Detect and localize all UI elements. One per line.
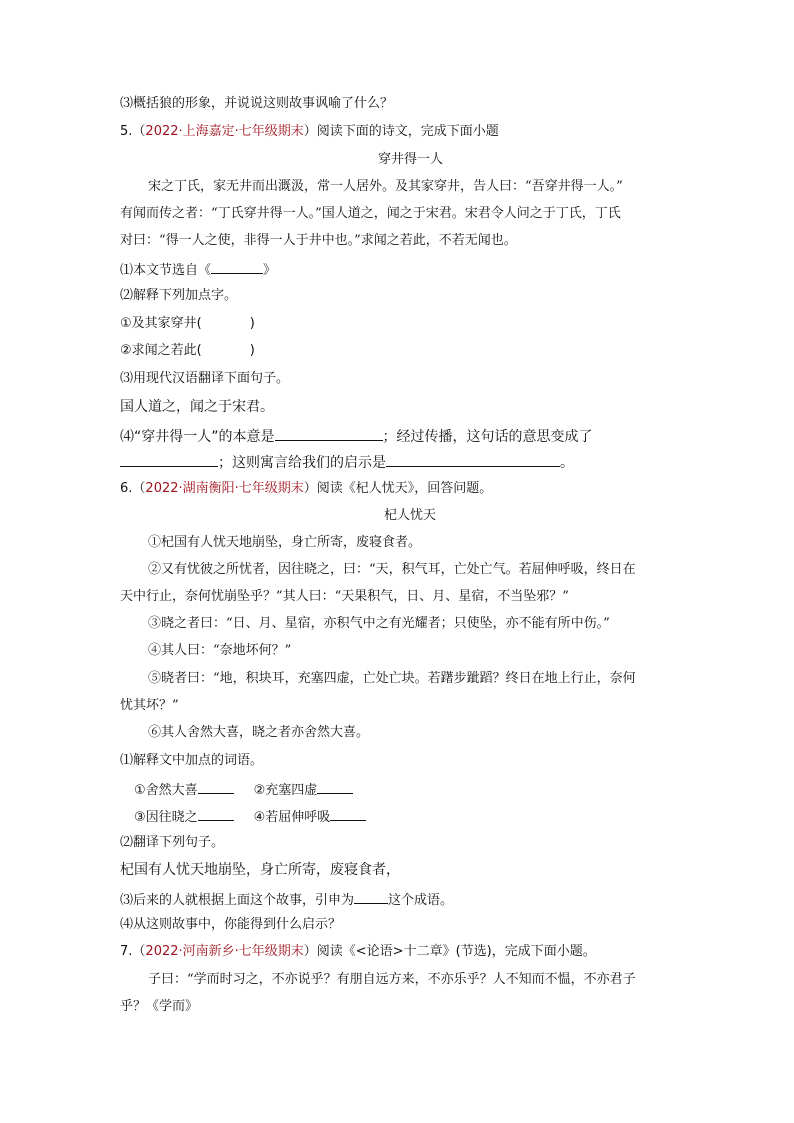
q6-open-paren: （ — [132, 481, 146, 496]
q6-q3-blank[interactable] — [354, 889, 388, 904]
q4-item-3: ⑶概括狼的形象，并说说这则故事讽喻了什么？ — [120, 96, 394, 111]
q6-instruction: ）阅读《杞人忧天》，回答问题。 — [303, 481, 493, 496]
q5-q1-blank[interactable] — [211, 259, 263, 274]
q7-instruction: ）阅读《<论语>十二章》(节选)，完成下面小题。 — [303, 944, 596, 959]
q6-title: 杞人忧天 — [384, 508, 437, 523]
q5-q4-end: 。 — [560, 455, 574, 471]
q6-q3-suffix: 这个成语。 — [388, 893, 454, 908]
q5-q4-line-1 — [120, 426, 593, 446]
q5-q2-a-close: ) — [249, 316, 255, 331]
q5-q4-blank-1[interactable] — [275, 426, 383, 441]
q6-q2: ⑵翻译下列句子。 — [120, 835, 225, 850]
q5-q4-line-2 — [120, 452, 574, 472]
q6-passage-line-7: 忧其坏？” — [120, 698, 179, 713]
q6-q1-row-2 — [134, 806, 366, 827]
q6-q1-a-blank[interactable] — [198, 779, 234, 794]
q7-header — [120, 943, 596, 961]
q6-passage-line-3: 天中行止，奈何忧崩坠乎？”其人曰：“天果积气，日、月、星宿，不当坠邪？” — [120, 589, 569, 604]
q5-header — [120, 123, 499, 141]
q6-q3-prefix: ⑶后来的人就根据上面这个故事，引申为 — [120, 893, 355, 908]
q6-q1-b: ②充塞四虚 — [253, 783, 318, 798]
q7-open-paren: （ — [132, 944, 146, 959]
q5-q2-b — [120, 342, 255, 360]
q6-q1-row-1 — [134, 779, 353, 800]
q6-q1-a: ①舍然大喜 — [134, 783, 198, 798]
q5-q1-suffix: 》 — [263, 263, 277, 278]
q6-q1-c-blank[interactable] — [198, 806, 234, 821]
q5-title: 穿井得一人 — [378, 152, 444, 167]
q6-passage-line-5: ④其人曰：“奈地坏何？” — [148, 643, 292, 658]
q6-number: 6. — [120, 481, 133, 496]
q7-number: 7. — [120, 944, 133, 959]
q7-passage-line-2: 乎？《学而》 — [120, 999, 199, 1014]
q6-passage-line-1: ①杞国有人忧天地崩坠，身亡所寄，废寝食者。 — [148, 535, 422, 550]
q6-q1-d: ④若屈伸呼吸 — [253, 810, 331, 825]
q5-passage-line-2: 有闻而传之者：“丁氏穿井得一人。”国人道之，闻之于宋君。宋君令人问之于丁氏，丁氏 — [120, 206, 621, 221]
q5-q4-part3: ；这则寓言给我们的启示是 — [218, 455, 386, 471]
q5-q2-b-text: ②求闻之若此( — [120, 343, 202, 358]
q5-open-paren: （ — [132, 124, 146, 139]
q6-q4: ⑷从这则故事中，你能得到什么启示？ — [120, 917, 342, 932]
q5-q3-sentence: 国人道之，闻之于宋君。 — [120, 399, 274, 415]
q6-passage-line-6: ⑤晓者曰：“地，积块耳，充塞四虚，亡处亡块。若躇步跐蹈？终日在地上行止，奈何 — [148, 671, 636, 686]
q5-q3: ⑶用现代汉语翻译下面句子。 — [120, 371, 290, 386]
q6-q2-sentence: 杞国有人忧天地崩坠，身亡所寄，废寝食者， — [120, 862, 400, 878]
q5-q1-prefix: ⑴本文节选自《 — [120, 263, 212, 278]
q5-source-link[interactable]: 2022·上海嘉定·七年级期末 — [145, 124, 304, 139]
q5-q2: ⑵解释下列加点字。 — [120, 288, 238, 303]
q5-q1 — [120, 259, 276, 280]
q6-q1: ⑴解释文中加点的词语。 — [120, 753, 264, 768]
q6-passage-line-4: ③晓之者曰：“日、月、星宿，亦积气中之有光耀者；只使坠，亦不能有所中伤。” — [148, 616, 610, 631]
q5-instruction: ）阅读下面的诗文，完成下面小题 — [303, 124, 499, 139]
q5-q2-a-text: ①及其家穿井( — [120, 316, 202, 331]
q6-passage-line-8: ⑥其人舍然大喜，晓之者亦舍然大喜。 — [148, 725, 370, 740]
q5-q4-blank-3[interactable] — [386, 452, 560, 467]
q6-q1-b-blank[interactable] — [317, 779, 353, 794]
q6-q1-d-blank[interactable] — [330, 806, 366, 821]
q6-q1-c: ③因往晓之 — [134, 810, 198, 825]
q5-q2-b-close: ) — [249, 343, 255, 358]
q6-passage-line-2: ②又有忧彼之所忧者，因往晓之，曰：“天，积气耳，亡处亡气。若屈伸呼吸，终日在 — [148, 562, 636, 577]
q5-passage-line-3: 对曰：“得一人之使，非得一人于井中也。”求闻之若此，不若无闻也。 — [120, 233, 517, 248]
q5-passage-line-1: 宋之丁氏，家无井而出溉汲，常一人居外。及其家穿井，告人曰：“吾穿井得一人。” — [148, 179, 623, 194]
q7-passage-line-1: 子曰：“学而时习之，不亦说乎？有朋自远方来，不亦乐乎？人不知而不愠，不亦君子 — [148, 972, 636, 987]
q5-q2-a — [120, 315, 255, 333]
q6-source-link[interactable]: 2022·湖南衡阳·七年级期末 — [145, 481, 304, 496]
q5-q4-blank-2[interactable] — [120, 452, 218, 467]
q5-q4-part1: ⑷“穿井得一人”的本意是 — [120, 429, 275, 445]
q6-header — [120, 480, 492, 498]
q5-q4-part2: ；经过传播，这句话的意思变成了 — [382, 429, 593, 445]
q5-number: 5. — [120, 124, 133, 139]
q7-source-link[interactable]: 2022·河南新乡·七年级期末 — [145, 944, 304, 959]
q6-q3 — [120, 889, 453, 910]
